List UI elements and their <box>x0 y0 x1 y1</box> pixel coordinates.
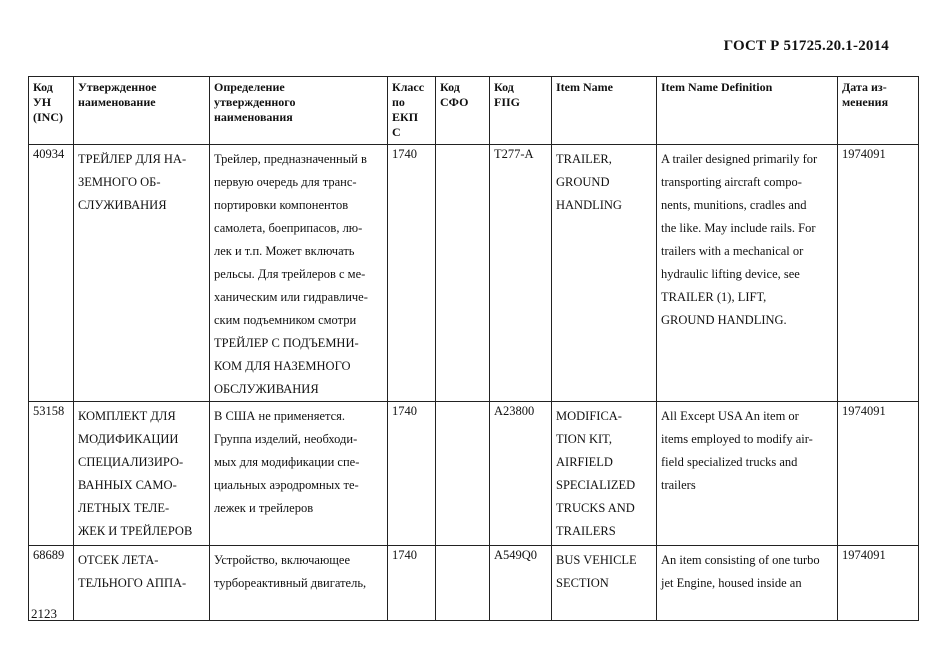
cell-sfo <box>436 546 490 621</box>
cell-item-name <box>552 402 657 546</box>
header-line: Класс <box>392 80 425 94</box>
header-line: С <box>392 125 401 139</box>
text-line: BUS VEHICLE <box>556 553 637 567</box>
text-line: GROUND HANDLING. <box>661 313 787 327</box>
text-line: SECTION <box>556 576 609 590</box>
cell-change-date: 1974091 <box>838 402 919 546</box>
text-line: ЛЕТНЫХ ТЕЛЕ- <box>78 501 170 515</box>
col-header-item-name <box>552 77 657 145</box>
text-line: field specialized trucks and <box>661 455 798 469</box>
cell-sfo <box>436 145 490 402</box>
text-line: Устройство, включающее <box>214 553 350 567</box>
text-line: ТРЕЙЛЕР С ПОДЪЕМНИ- <box>214 336 359 350</box>
header-line: СФО <box>440 95 469 109</box>
header-line: менения <box>842 95 889 109</box>
cell-change-date: 1974091 <box>838 145 919 402</box>
text-line: SPECIALIZED <box>556 478 636 492</box>
text-line: TRAILERS <box>556 524 616 538</box>
text-line: An item consisting of one turbo <box>661 553 820 567</box>
text-line: TION KIT, <box>556 432 612 446</box>
text-line: ВАННЫХ САМО- <box>78 478 177 492</box>
header-line: Код <box>440 80 460 94</box>
text-line: циальных аэродромных те- <box>214 478 359 492</box>
col-header-sfo <box>436 77 490 145</box>
text-line: ским подъемником смотри <box>214 313 357 327</box>
text-line: турбореактивный двигатель, <box>214 576 367 590</box>
header-line: FIIG <box>494 95 521 109</box>
text-line: GROUND <box>556 175 610 189</box>
col-header-code-inc <box>29 77 74 145</box>
header-line: Item Name <box>556 80 613 94</box>
cell-class: 1740 <box>388 145 436 402</box>
text-line: лек и т.п. Может включать <box>214 244 355 258</box>
header-line: ЕКП <box>392 110 419 124</box>
cell-item-definition <box>657 402 838 546</box>
cell-approved-name <box>74 402 210 546</box>
text-line: the like. May include rails. For <box>661 221 816 235</box>
header-line: наименование <box>78 95 156 109</box>
text-line: ОБСЛУЖИВАНИЯ <box>214 382 319 396</box>
text-line: ЖЕК И ТРЕЙЛЕРОВ <box>78 524 193 538</box>
header-line: Утвержденное <box>78 80 157 94</box>
col-header-item-definition <box>657 77 838 145</box>
text-line: MODIFICA- <box>556 409 622 423</box>
cell-code-inc: 53158 <box>29 402 74 546</box>
table-row <box>29 402 919 546</box>
cell-item-definition <box>657 546 838 621</box>
cell-code-inc: 40934 <box>29 145 74 402</box>
table-row <box>29 145 919 402</box>
text-line: A trailer designed primarily for <box>661 152 818 166</box>
header-line: Код <box>494 80 514 94</box>
col-header-definition <box>210 77 388 145</box>
text-line: СЛУЖИВАНИЯ <box>78 198 167 212</box>
text-line: Группа изделий, необходи- <box>214 432 358 446</box>
cell-class: 1740 <box>388 402 436 546</box>
cell-approved-name <box>74 145 210 402</box>
text-line: ханическим или гидравличе- <box>214 290 368 304</box>
cell-fiig: A23800 <box>490 402 552 546</box>
text-line: Трейлер, предназначенный в <box>214 152 367 166</box>
cell-code-inc: 68689 <box>29 546 74 621</box>
text-line: СПЕЦИАЛИЗИРО- <box>78 455 184 469</box>
text-line: рельсы. Для трейлеров с ме- <box>214 267 366 281</box>
text-line: jet Engine, housed inside an <box>661 576 802 590</box>
table-row <box>29 546 919 621</box>
cell-approved-name <box>74 546 210 621</box>
col-header-change-date <box>838 77 919 145</box>
col-header-approved-name <box>74 77 210 145</box>
text-line: items employed to modify air- <box>661 432 813 446</box>
text-line: ОТСЕК ЛЕТА- <box>78 553 159 567</box>
text-line: All Except USA An item or <box>661 409 799 423</box>
text-line: первую очередь для транс- <box>214 175 357 189</box>
cell-class: 1740 <box>388 546 436 621</box>
text-line: КОМ ДЛЯ НАЗЕМНОГО <box>214 359 351 373</box>
text-line: TRAILER, <box>556 152 612 166</box>
text-line: мых для модификации спе- <box>214 455 360 469</box>
header-line: по <box>392 95 405 109</box>
document-standard-header: ГОСТ Р 51725.20.1-2014 <box>723 38 889 54</box>
classification-table <box>28 76 919 621</box>
text-line: лежек и трейлеров <box>214 501 314 515</box>
cell-definition <box>210 145 388 402</box>
cell-change-date: 1974091 <box>838 546 919 621</box>
cell-item-definition <box>657 145 838 402</box>
text-line: ЗЕМНОГО ОБ- <box>78 175 161 189</box>
text-line: самолета, боеприпасов, лю- <box>214 221 363 235</box>
text-line: transporting aircraft compo- <box>661 175 802 189</box>
cell-item-name <box>552 145 657 402</box>
cell-sfo <box>436 402 490 546</box>
text-line: ТЕЛЬНОГО АППА- <box>78 576 187 590</box>
header-line: Item Name Definition <box>661 80 773 94</box>
header-line: УН <box>33 95 52 109</box>
header-line: Код <box>33 80 53 94</box>
page-number: 2123 <box>31 606 57 621</box>
text-line: КОМПЛЕКТ ДЛЯ <box>78 409 176 423</box>
cell-definition <box>210 402 388 546</box>
text-line: hydraulic lifting device, see <box>661 267 800 281</box>
col-header-class <box>388 77 436 145</box>
text-line: TRUCKS AND <box>556 501 635 515</box>
text-line: trailers with a mechanical or <box>661 244 804 258</box>
text-line: В США не применяется. <box>214 409 346 423</box>
text-line: ТРЕЙЛЕР ДЛЯ НА- <box>78 152 187 166</box>
cell-item-name <box>552 546 657 621</box>
header-line: наименования <box>214 110 293 124</box>
cell-definition <box>210 546 388 621</box>
text-line: HANDLING <box>556 198 622 212</box>
text-line: МОДИФИКАЦИИ <box>78 432 179 446</box>
header-line: Дата из- <box>842 80 887 94</box>
col-header-fiig <box>490 77 552 145</box>
header-line: (INC) <box>33 110 63 124</box>
cell-fiig: A549Q0 <box>490 546 552 621</box>
text-line: trailers <box>661 478 696 492</box>
header-line: Определение <box>214 80 285 94</box>
table-header-row <box>29 77 919 145</box>
text-line: TRAILER (1), LIFT, <box>661 290 767 304</box>
header-line: утвержденного <box>214 95 296 109</box>
text-line: AIRFIELD <box>556 455 613 469</box>
text-line: портировки компонентов <box>214 198 349 212</box>
text-line: nents, munitions, cradles and <box>661 198 807 212</box>
cell-fiig: T277-A <box>490 145 552 402</box>
